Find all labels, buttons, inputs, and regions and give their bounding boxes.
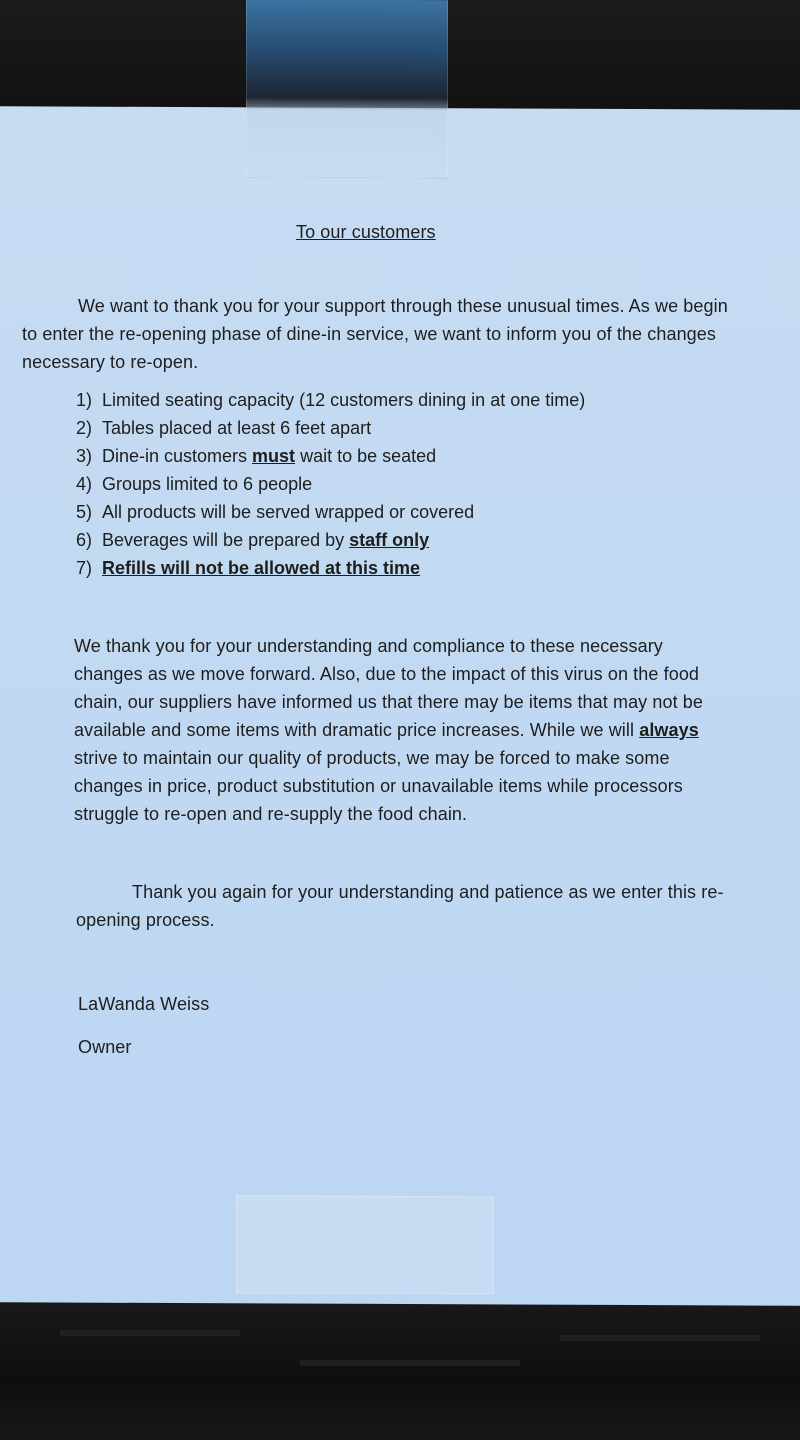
list-item: 3) Dine-in customers must wait to be seated (76, 446, 437, 466)
dark-background-bottom (0, 1290, 800, 1440)
notice-title: To our customers (296, 222, 436, 242)
list-item: 7) Refills will not be allowed at this time (76, 558, 421, 578)
list-item: 4) Groups limited to 6 people (76, 474, 313, 494)
list-item: 5) All products will be served wrapped or covered (76, 502, 475, 522)
signature-title: Owner (78, 1037, 132, 1057)
intro-paragraph: We want to thank you for your support through these unusual times. As we begin to enter the re-opening phase of dine-in service, we want to inform you of the changes necessary to re-open. (22, 296, 728, 372)
signature-name: LaWanda Weiss (78, 994, 210, 1014)
closing-paragraph: Thank you again for your understanding and patience as we enter this re-opening process. (76, 882, 724, 930)
changes-list (76, 386, 585, 582)
list-item: 2) Tables placed at least 6 feet apart (76, 418, 372, 438)
list-item: 6) Beverages will be prepared by staff only (76, 530, 430, 550)
tape-strip-bottom (236, 1195, 494, 1294)
list-item: 1) Limited seating capacity (12 customers dining in at one time) (76, 390, 586, 410)
tape-strip-top (246, 0, 448, 178)
body-paragraph: We thank you for your understanding and compliance to these necessary changes as we move forward. Also, due to the impact of this virus on the food chain, our suppliers have informed us that there may be items that may not be available and some items with dramatic price increases. While we will always strive to maintain our quality of products, we may be forced to make some changes in price, product substitution or unavailable items while processors struggle to re-open and re-supply the food chain. (74, 636, 704, 824)
